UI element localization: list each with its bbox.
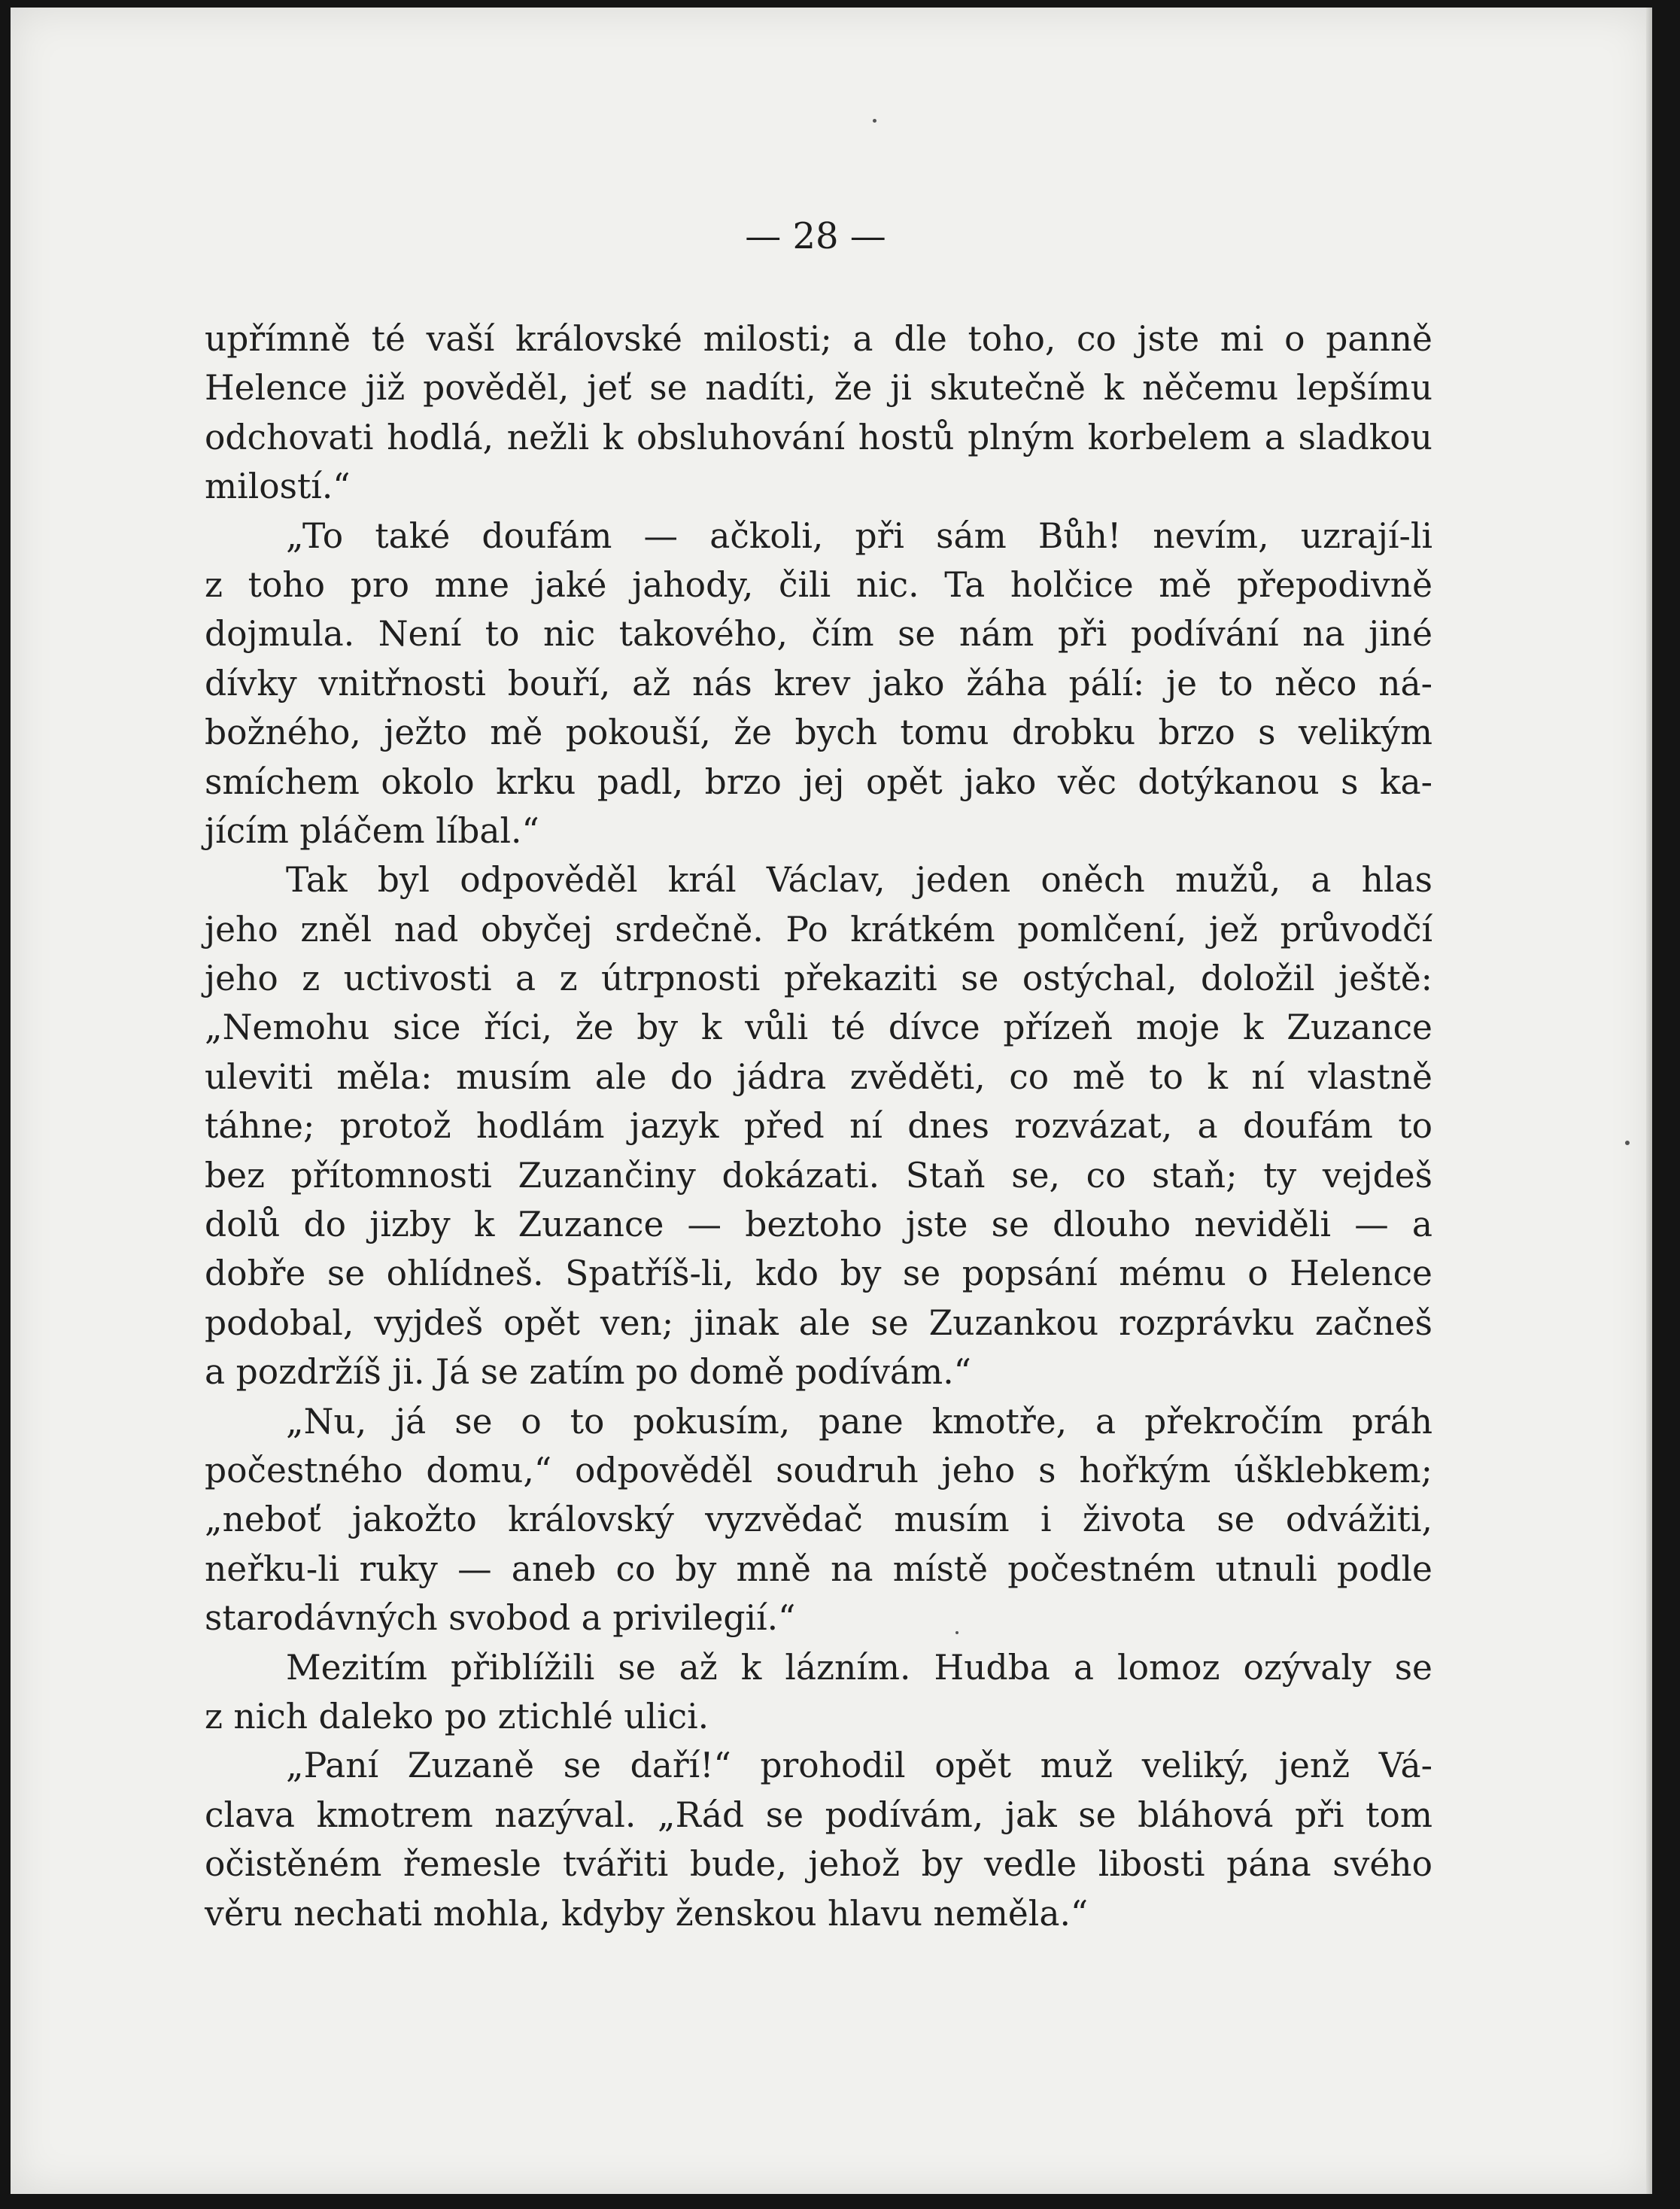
text-line: smíchem okolo krku padl, brzo jej opět jako věc dotýkanou s ka- (205, 761, 1432, 802)
text-line: uleviti měla: musím ale do jádra zvěděti, co mě to k ní vlastně (205, 1056, 1432, 1097)
text-line: podobal, vyjdeš opět ven; jinak ale se Zuzankou rozprávku začneš (205, 1302, 1432, 1343)
text-line: jeho z uctivosti a z útrpnosti překaziti se ostýchal, doložil ještě: (205, 959, 1432, 999)
text-line: dojmula. Není to nic takového, čím se nám při podívání na jiné (205, 614, 1432, 655)
text-line: jeho zněl nad obyčej srdečně. Po krátkém pomlčení, jež průvodčí (205, 909, 1432, 950)
text-line: milostí.“ (205, 466, 351, 507)
page-edge (1646, 8, 1652, 2194)
text-line: neřku-li ruky — aneb co by mně na místě počestném utnuli podle (205, 1548, 1432, 1589)
text-line: božného, ježto mě pokouší, že bych tomu drobku brzo s velikým (205, 713, 1432, 753)
text-line: Mezitím přiblížili se až k lázním. Hudba a lomoz ozývaly se (286, 1647, 1432, 1688)
body-text (205, 314, 1432, 1938)
text-line: bez přítomnosti Zuzančiny dokázati. Staň se, co staň; ty vejdeš (205, 1155, 1432, 1196)
text-line: očistěném řemesle tvářiti bude, jehož by vedle libosti pána svého (205, 1844, 1432, 1885)
text-line: počestného domu,“ odpověděl soudruh jeho s hořkým úšklebkem; (205, 1450, 1432, 1490)
text-line: „Nemohu sice říci, že by k vůli té dívce přízeň moje k Zuzance (205, 1007, 1432, 1048)
text-line: „To také doufám — ačkoli, při sám Bůh! nevím, uzrají-li (286, 515, 1432, 556)
text-line: z toho pro mne jaké jahody, čili nic. Ta holčice mě přepodivně (205, 564, 1432, 605)
text-line: a pozdržíš ji. Já se zatím po domě podívám.“ (205, 1352, 971, 1393)
text-line: z nich daleko po ztichlé ulici. (205, 1696, 709, 1737)
text-line: „Paní Zuzaně se daří!“ prohodil opět muž veliký, jenž Vá- (286, 1746, 1432, 1786)
text-line: dolů do jizby k Zuzance — beztoho jste se dlouho neviděli — a (205, 1205, 1432, 1245)
text-line: jícím pláčem líbal.“ (205, 810, 539, 851)
page-number: — 28 — (745, 215, 886, 257)
text-line: dobře se ohlídneš. Spatříš-li, kdo by se popsání mému o Helence (205, 1253, 1432, 1294)
text-line: dívky vnitřnosti bouří, až nás krev jako žáha pálí: je to něco ná- (205, 663, 1432, 703)
paper-speck (1625, 1141, 1630, 1145)
text-line: upřímně té vaší královské milosti; a dle toho, co jste mi o panně (205, 319, 1432, 359)
text-line: táhne; protož hodlám jazyk před ní dnes rozvázat, a doufám to (205, 1106, 1432, 1147)
text-line: věru nechati mohla, kdyby ženskou hlavu neměla.“ (205, 1893, 1089, 1934)
text-line: clava kmotrem nazýval. „Rád se podívám, jak se bláhová při tom (205, 1794, 1432, 1835)
text-line: odchovati hodlá, nežli k obsluhování hostů plným korbelem a sladkou (205, 417, 1432, 457)
text-line: „Nu, já se o to pokusím, pane kmotře, a překročím práh (286, 1401, 1432, 1442)
paper-speck (873, 119, 876, 123)
book-page (11, 8, 1652, 2194)
text-line: „neboť jakožto královský vyzvědač musím i života se odvážiti, (205, 1500, 1432, 1540)
text-line: Tak byl odpověděl král Václav, jeden oněch mužů, a hlas (286, 860, 1432, 901)
text-line: starodávných svobod a privilegií.“ (205, 1598, 796, 1639)
paper-speck (955, 1631, 958, 1634)
text-line: Helence již pověděl, jeť se nadíti, že ji skutečně k něčemu lepšímu (205, 368, 1432, 409)
